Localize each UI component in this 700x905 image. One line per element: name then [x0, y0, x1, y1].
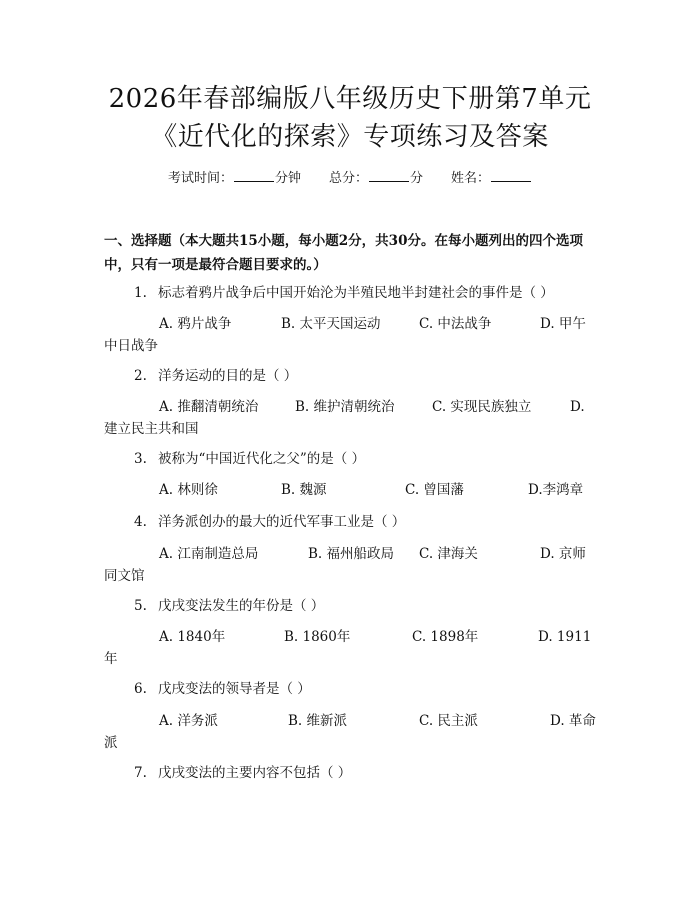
answer-option[interactable]: A. 鸦片战争 [159, 316, 232, 332]
question-stem [134, 597, 324, 615]
answer-option[interactable]: B. 太平天国运动 [281, 316, 381, 332]
answer-option[interactable]: B. 维护清朝统治 [295, 399, 395, 415]
question-number: 3. [134, 451, 147, 467]
answer-option[interactable]: D.李鸿章 [528, 482, 584, 498]
question-number: 6. [134, 681, 147, 697]
score-label: 总分： [328, 171, 368, 186]
name-label: 姓名： [451, 171, 491, 186]
time-label: 考试时间： [167, 171, 233, 186]
option-continuation: 年 [104, 651, 118, 667]
option-line [104, 396, 600, 418]
option-continuation: 建立民主共和国 [104, 421, 199, 437]
answer-option[interactable]: C. 津海关 [419, 546, 478, 562]
answer-option[interactable]: D. 京师 [540, 546, 586, 562]
answer-option[interactable]: D. 革命 [550, 713, 596, 729]
question-stem [134, 367, 297, 385]
time-unit: 分钟 [274, 171, 301, 186]
option-group [104, 479, 600, 501]
question-text: 戊戌变法的领导者是（ ） [158, 681, 311, 697]
option-group [104, 626, 600, 670]
answer-option[interactable]: C. 1898年 [412, 629, 479, 645]
option-line [104, 626, 600, 648]
question-stem [134, 680, 311, 698]
question-stem [134, 450, 365, 468]
question-stem [134, 513, 405, 531]
option-group [104, 313, 600, 357]
question-text: 被称为“中国近代化之父”的是（ ） [158, 451, 366, 467]
option-group [104, 396, 600, 440]
option-line [104, 479, 600, 501]
answer-option[interactable]: B. 魏源 [281, 482, 327, 498]
answer-option[interactable]: A. 1840年 [159, 629, 226, 645]
time-blank[interactable] [234, 168, 274, 182]
answer-option[interactable]: B. 维新派 [288, 713, 348, 729]
answer-option[interactable]: C. 实现民族独立 [432, 399, 532, 415]
answer-option[interactable]: C. 中法战争 [419, 316, 492, 332]
answer-option[interactable]: D. 1911 [538, 629, 592, 645]
option-line [104, 710, 600, 732]
option-continuation: 同文馆 [104, 568, 145, 584]
name-blank[interactable] [491, 168, 531, 182]
option-line [104, 313, 600, 335]
question-number: 4. [134, 514, 147, 530]
question-text: 标志着鸦片战争后中国开始沦为半殖民地半封建社会的事件是（ ） [158, 285, 554, 301]
question-text: 戊戌变法的主要内容不包括（ ） [158, 765, 352, 781]
score-unit: 分 [410, 171, 424, 186]
exam-meta-line [0, 168, 700, 188]
answer-option[interactable]: B. 1860年 [284, 629, 351, 645]
question-stem [134, 764, 351, 782]
answer-option[interactable]: D. 甲午 [540, 316, 586, 332]
document-title-line-2: 《近代化的探索》专项练习及答案 [151, 122, 549, 152]
answer-option[interactable]: C. 民主派 [419, 713, 478, 729]
question-number: 1. [134, 285, 147, 301]
option-group [104, 710, 600, 754]
answer-option[interactable]: A. 洋务派 [159, 713, 218, 729]
question-text: 洋务派创办的最大的近代军事工业是（ ） [158, 514, 406, 530]
answer-option[interactable]: B. 福州船政局 [308, 546, 395, 562]
option-continuation: 中日战争 [104, 338, 158, 354]
answer-option[interactable]: D. [570, 399, 585, 415]
option-continuation: 派 [104, 735, 118, 751]
answer-option[interactable]: A. 江南制造总局 [159, 546, 259, 562]
question-stem [134, 284, 554, 302]
document-title-line-1: 2026年春部编版八年级历史下册第7单元 [108, 84, 592, 114]
option-group [104, 543, 600, 587]
question-number: 5. [134, 598, 147, 614]
question-number: 7. [134, 765, 147, 781]
answer-option[interactable]: C. 曾国藩 [405, 482, 464, 498]
answer-option[interactable]: A. 推翻清朝统治 [159, 399, 259, 415]
question-text: 洋务运动的目的是（ ） [158, 368, 298, 384]
option-line [104, 543, 600, 565]
answer-option[interactable]: A. 林则徐 [159, 482, 218, 498]
question-text: 戊戌变法发生的年份是（ ） [158, 598, 325, 614]
section-heading: 一、选择题（本大题共15小题，每小题2分，共30分。在每小题列出的四个选项中，只有一项是最符合题目要求的。） [104, 233, 583, 273]
score-blank[interactable] [369, 168, 409, 182]
question-number: 2. [134, 368, 147, 384]
